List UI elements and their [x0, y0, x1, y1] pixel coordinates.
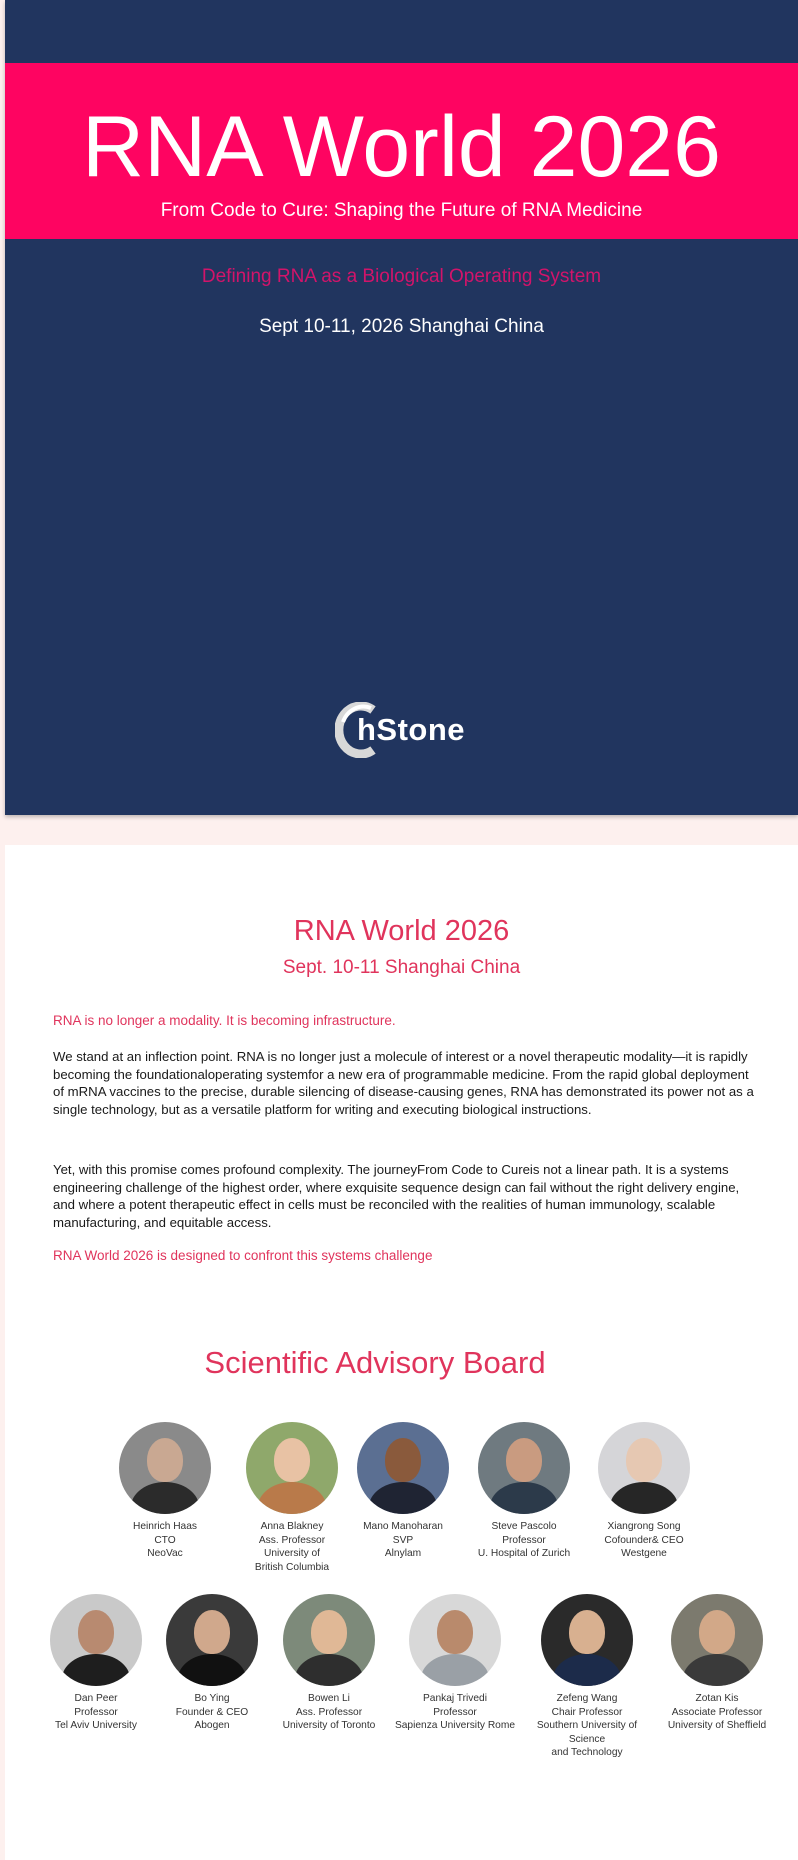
- advisory-board-title: Scientific Advisory Board: [204, 1345, 546, 1380]
- member-role: Associate Professor: [671, 1706, 763, 1718]
- member-org: Abogen: [194, 1720, 230, 1731]
- member-role: Founder & CEO: [175, 1706, 249, 1718]
- board-member: [34, 1594, 158, 1733]
- member-name: Heinrich Haas: [133, 1521, 197, 1532]
- member-role: Cofounder& CEO: [604, 1534, 684, 1546]
- cover-date: Sept 10-11, 2026 Shanghai China: [259, 316, 544, 337]
- member-role: Professor: [502, 1534, 546, 1546]
- cover-title: RNA World 2026: [82, 99, 721, 195]
- member-org: Tel Aviv University: [55, 1720, 137, 1731]
- member-org: University of Sheffield: [667, 1720, 767, 1731]
- member-role: Professor: [74, 1706, 118, 1718]
- board-member: [267, 1594, 391, 1733]
- avatar: [409, 1594, 501, 1686]
- member-name: Anna Blakney: [260, 1521, 324, 1532]
- member-name: Dan Peer: [74, 1693, 118, 1704]
- board-member: [150, 1594, 274, 1733]
- member-org-line-2: and Technology: [551, 1747, 623, 1758]
- member-role: Chair Professor: [551, 1706, 623, 1718]
- chstone-logo: [335, 700, 485, 760]
- member-org: Sapienza University Rome: [394, 1720, 516, 1731]
- member-org: University of Toronto: [282, 1720, 376, 1731]
- avatar: [357, 1422, 449, 1514]
- cover-tagline: Defining RNA as a Biological Operating System: [201, 266, 602, 287]
- board-member: [341, 1422, 465, 1561]
- avatar: [246, 1422, 338, 1514]
- intro-paragraph-2: Yet, with this promise comes profound complexity. The journeyFrom Code to Cureis not a linear path. It is a systems engineering challenge of the highest order, where exquisite sequence design can fail without the right delivery engine, and where a potent therapeutic effect in cells must be reconciled with the realities of human immunology, scalable manufacturing, and equitable access.: [53, 1162, 740, 1230]
- cover-page: [5, 0, 798, 815]
- cover-subtitle: From Code to Cure: Shaping the Future of RNA Medicine: [160, 200, 643, 221]
- member-org: U. Hospital of Zurich: [477, 1548, 571, 1559]
- member-name: Zefeng Wang: [556, 1693, 618, 1704]
- member-name: Bo Ying: [194, 1693, 230, 1704]
- member-name: Xiangrong Song: [607, 1521, 681, 1532]
- intro-page: [5, 845, 798, 1860]
- logo-text: hStone: [357, 712, 466, 747]
- intro-paragraph-1: We stand at an inflection point. RNA is no longer just a molecule of interest or a novel therapeutic modality—it is rapidly becoming the foundationaloperating systemfor a new era of programmable medicine. From the rapid global deployment of mRNA vaccines to the precise, durable silencing of disease-causing genes, RNA has demonstrated its power not as a single technology, but as a versatile platform for writing and executing biological instructions.: [53, 1049, 754, 1117]
- avatar: [166, 1594, 258, 1686]
- member-org: Alnylam: [384, 1548, 422, 1559]
- intro-lead: RNA is no longer a modality. It is becoming infrastructure.: [53, 1013, 396, 1028]
- member-role: Professor: [433, 1706, 477, 1718]
- board-member: [462, 1422, 586, 1561]
- board-member: [393, 1594, 517, 1733]
- avatar: [283, 1594, 375, 1686]
- intro-closing: RNA World 2026 is designed to confront this systems challenge: [53, 1248, 433, 1263]
- member-org: Westgene: [621, 1548, 667, 1559]
- member-name: Mano Manoharan: [363, 1521, 443, 1532]
- board-member: [103, 1422, 227, 1561]
- board-member: [230, 1422, 354, 1574]
- intro-title: RNA World 2026: [293, 915, 510, 947]
- member-role: Ass. Professor: [295, 1706, 363, 1718]
- board-member: [582, 1422, 706, 1561]
- board-member: [655, 1594, 779, 1733]
- avatar: [119, 1422, 211, 1514]
- avatar: [598, 1422, 690, 1514]
- member-name: Zotan Kis: [695, 1693, 739, 1704]
- member-org: Southern University of Science: [536, 1720, 638, 1745]
- intro-subtitle: Sept. 10-11 Shanghai China: [282, 957, 521, 978]
- member-name: Pankaj Trivedi: [423, 1693, 487, 1704]
- member-name: Steve Pascolo: [491, 1521, 557, 1532]
- avatar: [50, 1594, 142, 1686]
- member-role: CTO: [154, 1534, 176, 1546]
- board-member: [525, 1594, 649, 1760]
- member-org-line-2: British Columbia: [254, 1561, 330, 1573]
- avatar: [671, 1594, 763, 1686]
- member-org: NeoVac: [147, 1548, 183, 1559]
- member-org: University of: [263, 1548, 321, 1559]
- avatar: [478, 1422, 570, 1514]
- avatar: [541, 1594, 633, 1686]
- member-role: SVP: [392, 1534, 414, 1546]
- member-name: Bowen Li: [308, 1693, 350, 1704]
- member-role: Ass. Professor: [258, 1534, 326, 1546]
